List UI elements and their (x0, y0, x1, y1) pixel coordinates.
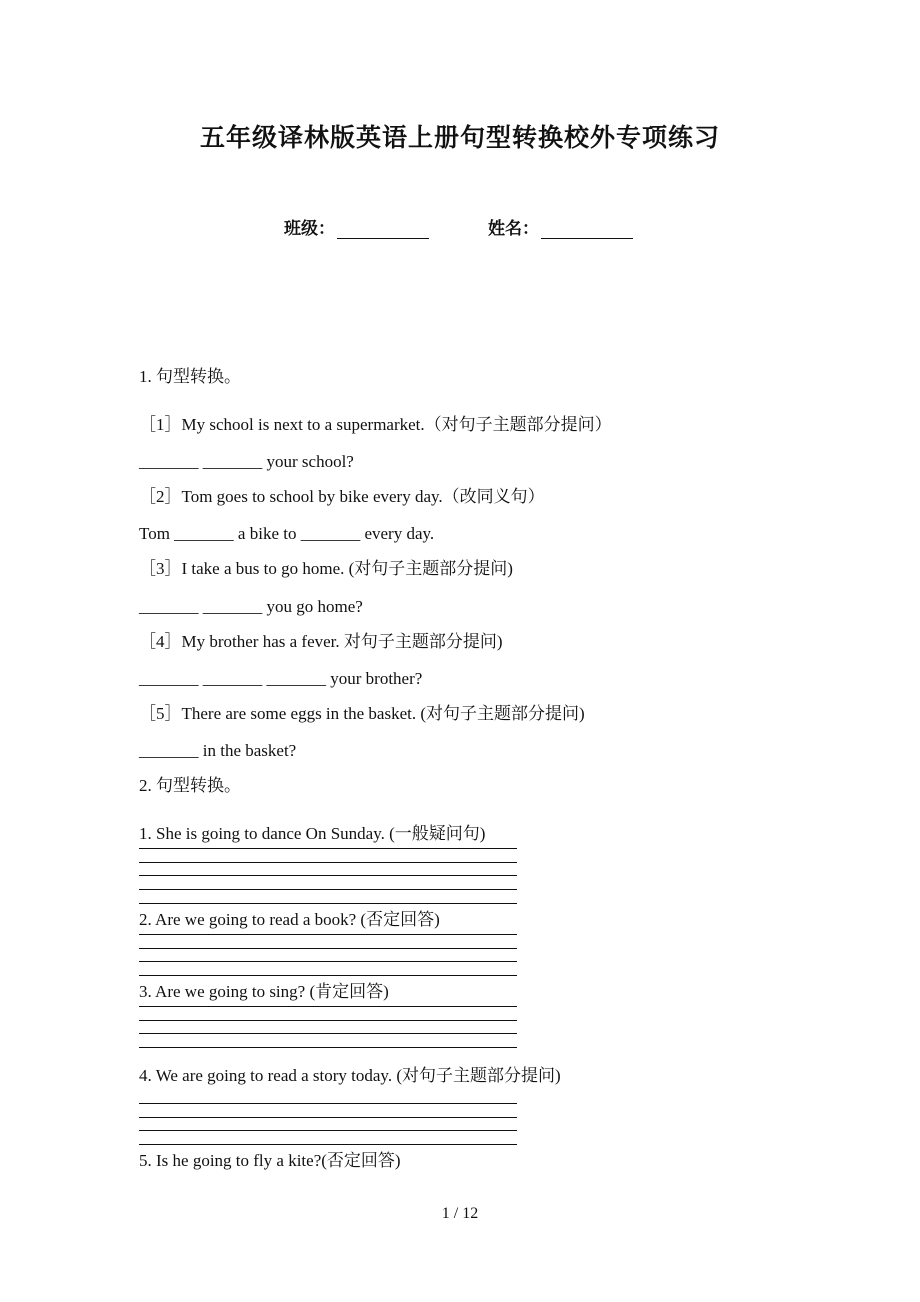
name-label: 姓名： (488, 219, 539, 238)
answer-line[interactable] (139, 1103, 517, 1104)
section2-heading: 2. 句型转换。 (139, 776, 241, 795)
answer-line[interactable] (139, 1047, 517, 1048)
answer-line[interactable] (139, 961, 517, 962)
class-blank[interactable] (337, 220, 429, 239)
s2-question-4: 4. We are going to read a story today. (对句子主题部分提问) (139, 1066, 561, 1085)
answer-line[interactable] (139, 862, 517, 863)
answer-line[interactable] (139, 903, 517, 904)
class-label: 班级： (284, 219, 335, 238)
answer-line[interactable] (139, 975, 517, 976)
answer-line[interactable] (139, 875, 517, 876)
page-title: 五年级译林版英语上册句型转换校外专项练习 (199, 125, 720, 152)
answer-line[interactable] (139, 1117, 517, 1118)
answer-line[interactable] (139, 934, 517, 935)
answer-line[interactable] (139, 848, 517, 849)
s2-question-1: 1. She is going to dance On Sunday. (一般疑问句) (139, 824, 486, 843)
s1-question-2: ［2］Tom goes to school by bike every day.（改同义句） (139, 487, 545, 506)
s1-answer-4: _______ _______ _______ your brother? (139, 669, 423, 688)
s2-question-2: 2. Are we going to read a book? (否定回答) (139, 910, 440, 929)
answer-line[interactable] (139, 948, 517, 949)
s1-answer-5: _______ in the basket? (139, 741, 297, 760)
answer-line[interactable] (139, 1033, 517, 1034)
s1-question-3: ［3］I take a bus to go home. (对句子主题部分提问) (139, 559, 513, 578)
s1-answer-3: _______ _______ you go home? (139, 597, 363, 616)
s1-question-5: ［5］There are some eggs in the basket. (对句子主题部分提问) (139, 704, 585, 723)
answer-line[interactable] (139, 889, 517, 890)
s2-question-5: 5. Is he going to fly a kite?(否定回答) (139, 1151, 401, 1170)
answer-line[interactable] (139, 1130, 517, 1131)
name-blank[interactable] (541, 220, 633, 239)
page-number: 1 / 12 (441, 1205, 479, 1222)
answer-line[interactable] (139, 1020, 517, 1021)
answer-line[interactable] (139, 1006, 517, 1007)
s1-question-4: ［4］My brother has a fever. 对句子主题部分提问) (139, 632, 503, 651)
name-field (488, 214, 633, 239)
class-field (284, 214, 429, 239)
s1-question-1: ［1］My school is next to a supermarket.（对句子主题部分提问） (139, 415, 612, 434)
s1-answer-1: _______ _______ your school? (139, 452, 354, 471)
section1-heading: 1. 句型转换。 (139, 367, 241, 386)
s2-question-3: 3. Are we going to sing? (肯定回答) (139, 982, 389, 1001)
answer-line[interactable] (139, 1144, 517, 1145)
s1-answer-2: Tom _______ a bike to _______ every day. (139, 524, 435, 543)
